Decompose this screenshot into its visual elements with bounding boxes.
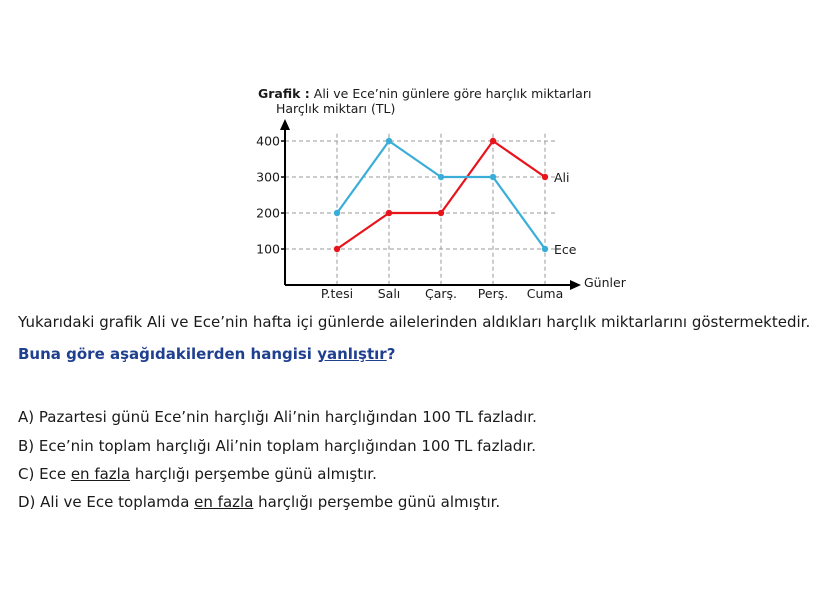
question-prompt: Buna göre aşağıdakilerden hangisi yanlıştır? (18, 345, 396, 363)
x-axis-label: Günler (584, 275, 626, 290)
data-point-ece (334, 210, 340, 216)
x-tick-label: Cuma (526, 286, 564, 300)
data-point-ece (386, 138, 392, 144)
option-text: A) Pazartesi günü Ece’nin harçlığı Ali’nin harçlığından 100 TL fazladır. (18, 408, 537, 426)
series-label-ali: Ali (554, 170, 570, 185)
y-axis-arrow (280, 119, 290, 130)
y-tick-label: 200 (256, 205, 280, 221)
data-point-ece (542, 246, 548, 252)
data-point-ali (490, 138, 496, 144)
x-tick-label: Çarş. (424, 286, 458, 300)
y-tick-label: 100 (256, 241, 280, 257)
data-point-ali (334, 246, 340, 252)
y-tick-label: 400 (256, 133, 280, 149)
data-point-ece (490, 174, 496, 180)
answer-option-b[interactable] (18, 437, 536, 455)
series-label-ece: Ece (554, 242, 577, 257)
y-tick-label: 300 (256, 169, 280, 185)
option-emphasis: en fazla (194, 493, 254, 511)
x-tick-label: Perş. (477, 286, 509, 300)
x-axis-arrow (570, 280, 581, 290)
answer-option-d[interactable] (18, 493, 500, 511)
question-intro: Yukarıdaki grafik Ali ve Ece’nin hafta içi günlerde ailelerinden aldıkları harçlık miktarlarını göstermektedir. (18, 313, 811, 331)
x-tick-label: P.tesi (320, 286, 354, 300)
option-text: harçlığı perşembe günü almıştır. (130, 465, 377, 483)
data-point-ali (438, 210, 444, 216)
option-emphasis: en fazla (70, 465, 131, 483)
option-text: D) Ali ve Ece toplamda (18, 493, 195, 511)
option-text: B) Ece’nin toplam harçlığı Ali’nin toplam harçlığından 100 TL fazladır. (18, 437, 537, 455)
answer-option-c[interactable] (18, 465, 377, 483)
chart-title: Grafik : Ali ve Ece’nin günlere göre harçlık miktarları (258, 86, 592, 101)
data-point-ece (438, 174, 444, 180)
emphasis-wrong: yanlıştır (317, 345, 387, 363)
option-text: harçlığı perşembe günü almıştır. (253, 493, 501, 511)
option-text: C) Ece (18, 465, 71, 483)
answer-option-a[interactable] (18, 408, 537, 426)
x-tick-label: Salı (377, 286, 401, 300)
data-point-ali (386, 210, 392, 216)
y-axis-label: Harçlık miktarı (TL) (276, 101, 396, 116)
data-point-ali (542, 174, 548, 180)
